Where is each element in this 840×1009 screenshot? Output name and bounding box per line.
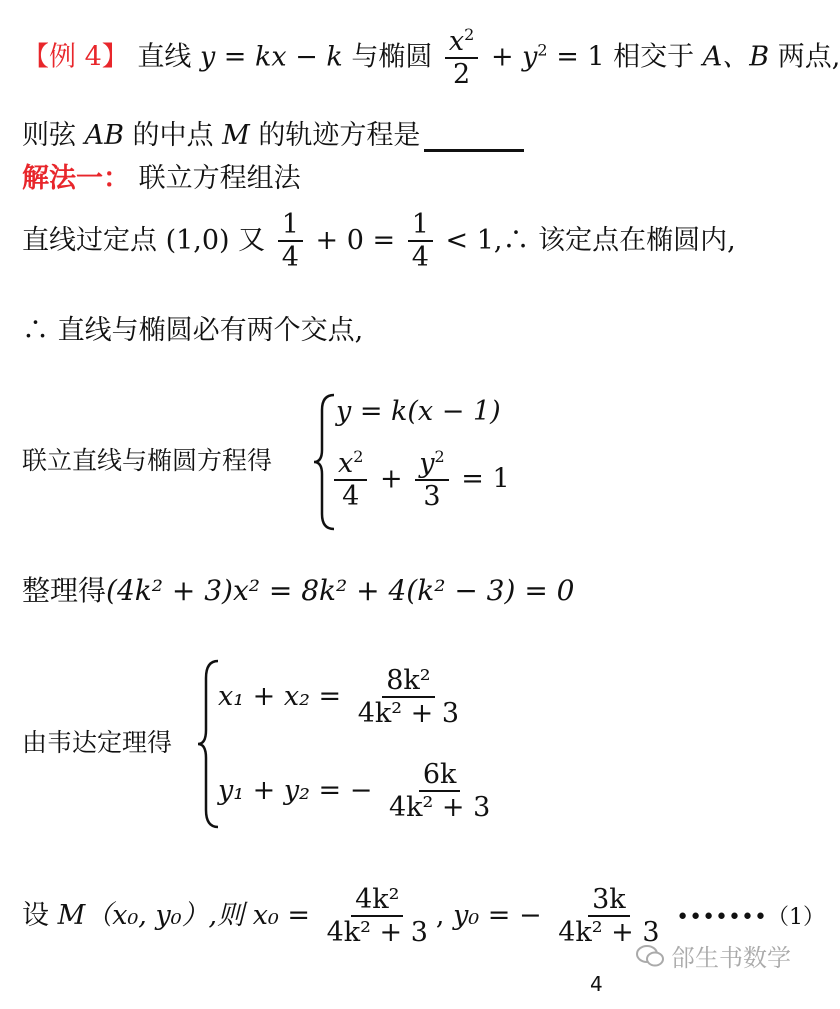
set-m-line: 设 M（x₀, y₀）,则 x₀ = $\frac{\text{4k²}}{\text{4k² + 3}}$ , y₀ = − $\frac{3k}{\text{4k² + 3}}$ •••••••（1） — [22, 884, 825, 948]
watermark — [635, 938, 791, 973]
text-intersect: 相交于 — [613, 41, 695, 73]
equation-tag: •••••••（1） — [676, 904, 825, 930]
plus-zero: + 0 = — [315, 224, 396, 256]
line-equation: y = kx − k — [199, 41, 343, 73]
fixed-point-text: 直线过定点 (1,0) 又 — [22, 224, 266, 256]
vieta-frac-x: $\frac{\text{8k²}}{\text{4k² + 3}}$ — [357, 665, 460, 729]
watermark-text: 郃生书数学 — [671, 944, 791, 972]
set-m: M（x₀, y₀）,则 — [57, 899, 245, 931]
page-number: 4 — [590, 972, 603, 996]
vieta-frac-y: $\frac{6k}{\text{4k² + 3}}$ — [388, 759, 491, 823]
text-midpoint-of: 的中点 — [132, 120, 214, 151]
problem-line-1: 【例 4】 直线 y = kx − k 与椭圆 $\frac{x^2}{2}$ + $y^2 = 1$ 相交于 A、B 两点, — [22, 25, 840, 90]
set-label: 设 — [22, 899, 49, 931]
vieta-eq-y: y₁ + y₂ = − $\frac{6k}{\text{4k² + 3}}$ — [218, 760, 498, 823]
chord-ab: AB — [84, 120, 124, 151]
example-tag: 【例 4】 — [22, 41, 129, 73]
wechat-icon — [635, 943, 665, 969]
fixed-point-line — [22, 210, 736, 273]
x0-fraction: $\frac{\text{4k²}}{\text{4k² + 3}}$ — [326, 884, 428, 948]
text-locus: 的轨迹方程是 — [258, 120, 421, 151]
simplify-equation: (4k² + 3)x² = 8k² + 4(k² − 3) = 0 — [106, 574, 575, 607]
text-chord-question: 则弦 — [22, 120, 76, 151]
text-two-points: 两点, — [777, 41, 840, 73]
sys-frac-x: $\frac{x^2}{4}$ — [334, 448, 367, 512]
solution-title: 解法一： — [22, 163, 130, 194]
answer-blank — [424, 123, 524, 152]
y0-fraction: $\frac{3k}{\text{4k² + 3}}$ — [558, 884, 660, 948]
x0-lhs: x₀ = — [252, 899, 310, 931]
ellipse-rest: + y — [490, 41, 538, 73]
problem-line-2 — [22, 120, 524, 152]
vieta-eq-x: x₁ + x₂ = $\frac{\text{8k²}}{\text{4k² + 3}}$ — [218, 666, 467, 729]
conclusion-text: ∴ 直线与椭圆必有两个交点, — [22, 315, 364, 346]
simplify-line — [22, 574, 575, 608]
solution-header — [22, 163, 301, 195]
inside-ellipse-text: < 1,∴ 该定点在椭圆内, — [445, 224, 736, 256]
conclusion-line — [22, 315, 363, 347]
text-line: 直线 — [137, 41, 192, 73]
ellipse-fraction: $\frac{x^2}{2}$ — [445, 26, 478, 90]
text-ellipse: 与椭圆 — [351, 41, 433, 73]
vieta-label: 由韦达定理得 — [22, 728, 173, 757]
system-eq-1: y = k(x − 1) — [336, 396, 501, 427]
system-label: 联立直线与椭圆方程得 — [22, 446, 273, 475]
simplify-label: 整理得 — [22, 574, 107, 607]
midpoint-m: M — [222, 120, 250, 151]
sys-frac-y: $\frac{y^2}{3}$ — [415, 448, 448, 512]
solution-method: 联立方程组法 — [138, 163, 301, 194]
quarter-fraction-1: $\frac{1}{4}$ — [278, 210, 303, 273]
equals-one: = 1 — [556, 41, 605, 73]
system-eq-2: $\frac{x^2}{4}$ + $\frac{y^2}{3}$ = 1 — [330, 448, 510, 512]
quarter-fraction-2: $\frac{1}{4}$ — [408, 210, 433, 273]
points-ab: A、B — [702, 41, 770, 73]
y0-lhs: y₀ = − — [453, 899, 542, 931]
